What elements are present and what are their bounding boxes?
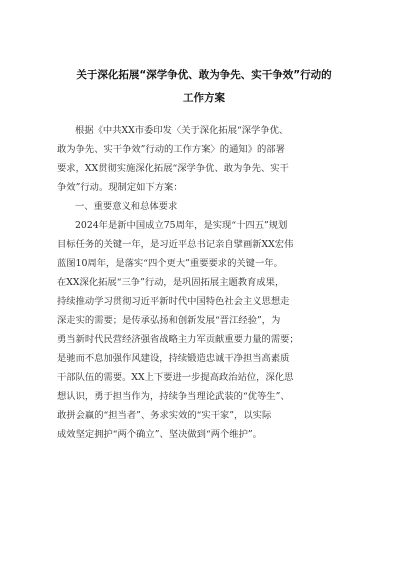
paragraph-2-line: 想认识，勇于担当作为，持续争当理论武装的“优等生”、 <box>57 391 290 402</box>
paragraph-2-line: 持续推动学习贯彻习近平新时代中国特色社会主义思想走 <box>57 296 290 307</box>
paragraph-2-line: 是驰而不息加强作风建设，持续锻造忠诚干净担当高素质 <box>57 353 290 364</box>
section-heading: 一、重要意义和总体要求 <box>75 201 178 212</box>
paragraph-2-line: 蓝图10周年，是落实“四个更大”重要要求的关键一年。 <box>57 258 283 269</box>
paragraph-2-line: 成效坚定拥护“两个确立”、坚决做到“两个维护”。 <box>57 429 262 440</box>
paragraph-2-line: 目标任务的关键一年，是习近平总书记亲自擘画新XX宏伟 <box>57 239 294 250</box>
paragraph-2-line: 深走实的需要；是传承弘扬和创新发展“晋江经验”，为 <box>57 315 281 326</box>
paragraph-2-line: 敢拼会赢的“担当者”、务求实效的“实干家”，以实际 <box>57 410 272 421</box>
paragraph-1-line: 根据《中共XX市委印发〈关于深化拓展“深学争优、 <box>75 125 289 136</box>
document-title-line-2: 工作方案 <box>183 92 225 104</box>
paragraph-2-line: 在XX深化拓展“三争”行动，是巩固拓展主题教育成果， <box>57 277 285 288</box>
paragraph-1-line: 争效”行动。现制定如下方案： <box>57 182 183 193</box>
document-title-line-1: 关于深化拓展“深学争优、敢为争先、实干争效”行动的 <box>76 69 332 81</box>
paragraph-1-line: 敢为争先、实干争效”行动的工作方案〉的通知》的部署 <box>57 144 285 155</box>
paragraph-2-line: 勇当新时代民营经济强省战略主力军贡献重要力量的需要； <box>57 334 299 345</box>
paragraph-2-line: 2024年是新中国成立75周年，是实现“十四五”规划 <box>75 220 288 231</box>
document-body <box>57 121 357 444</box>
paragraph-2-line: 干部队伍的需要。XX上下要进一步提高政治站位，深化思 <box>57 372 294 383</box>
paragraph-1-line: 要求，XX贯彻实施深化拓展“深学争优、敢为争先、实干 <box>57 163 289 174</box>
